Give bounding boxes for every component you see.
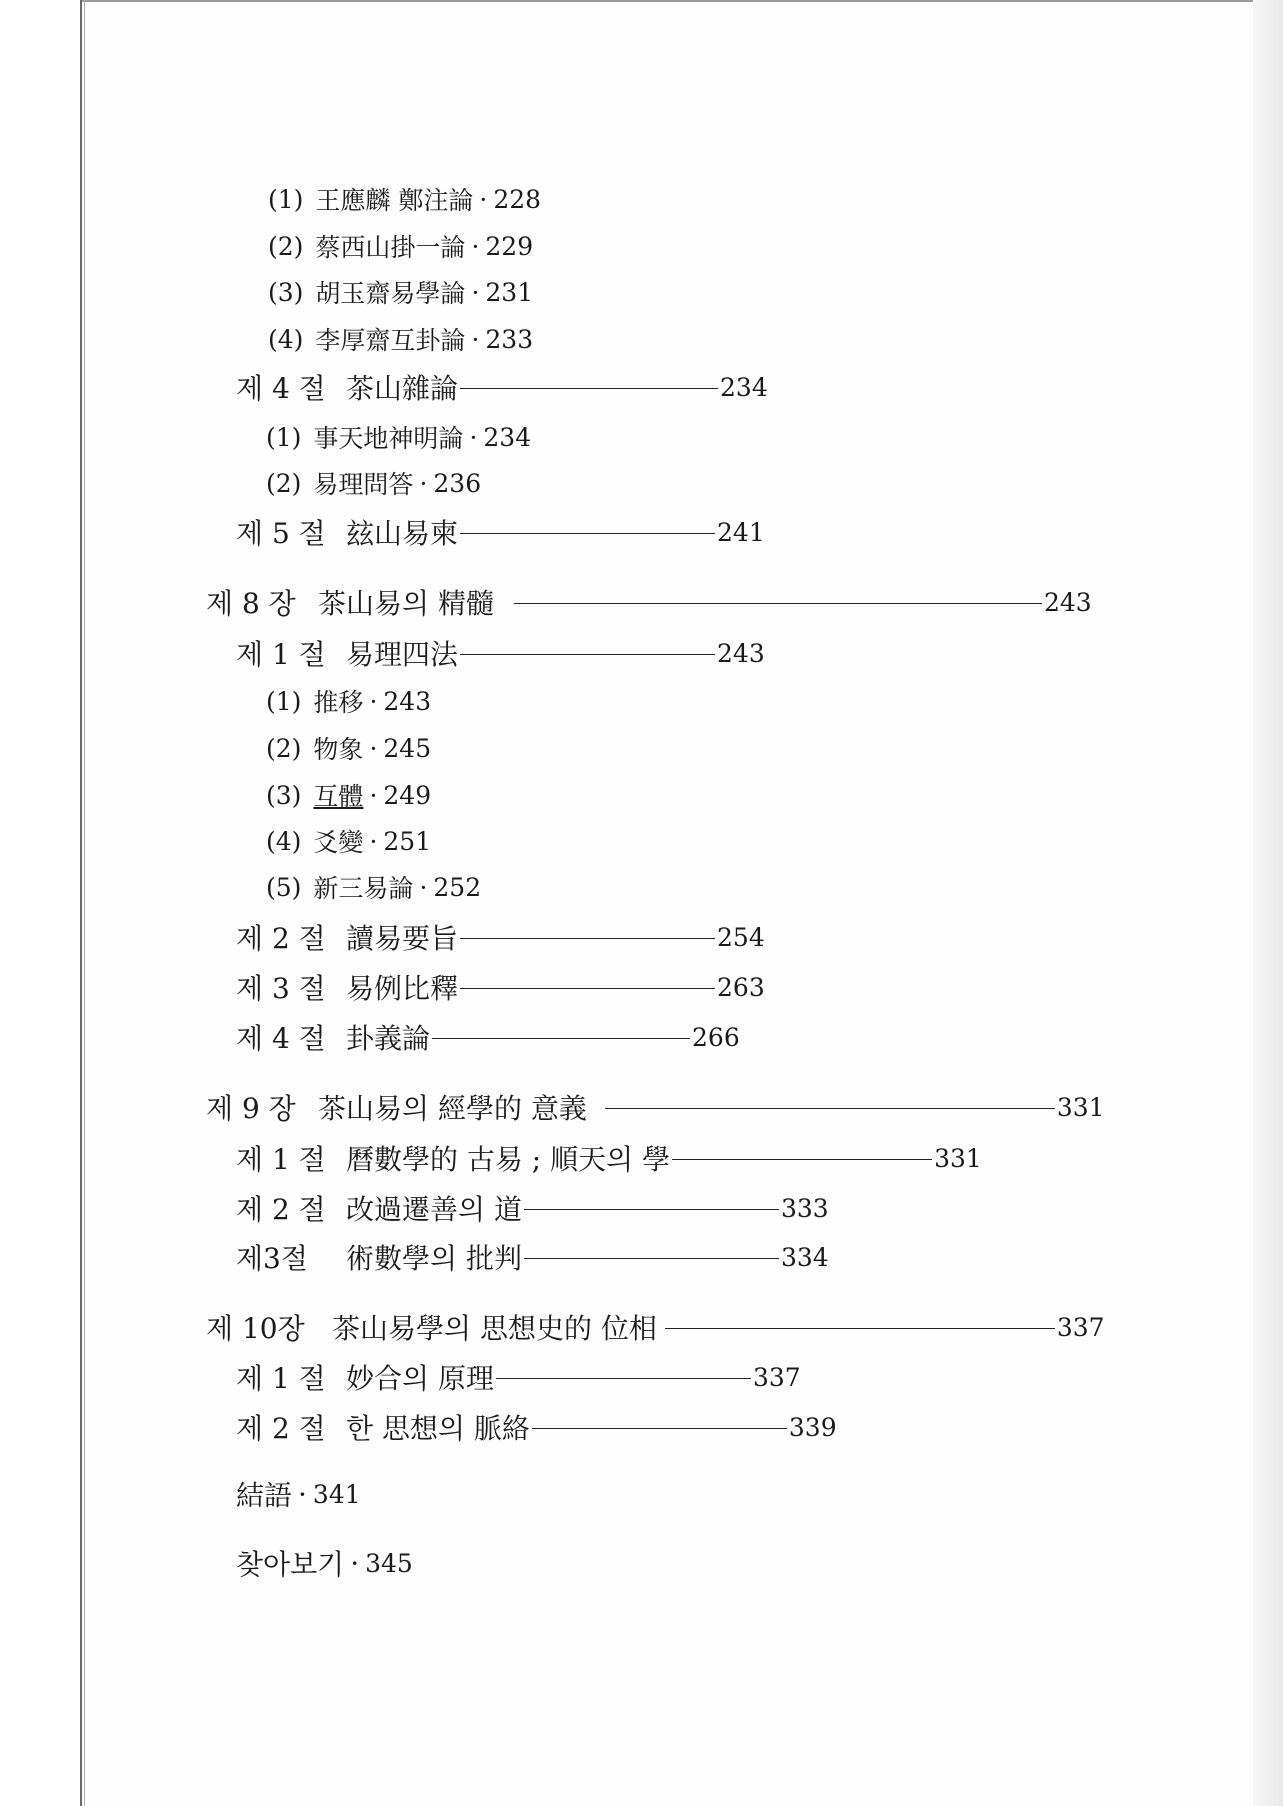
page-number: 251 (383, 826, 432, 856)
section-label: 제 1 절 (236, 1143, 326, 1176)
separator-dot: · (479, 184, 488, 214)
toc-section (236, 967, 765, 1007)
section-label: 제3절 (236, 1242, 308, 1275)
toc-subitem (268, 319, 533, 359)
separator-dot: · (369, 686, 378, 716)
leader-line (432, 1038, 690, 1039)
page-number: 243 (1043, 587, 1092, 617)
page-number: 249 (383, 780, 432, 810)
item-title: 物象 (313, 735, 364, 764)
endmatter-title: 結語 (236, 1479, 293, 1512)
section-label: 제 1 절 (236, 638, 326, 671)
item-title: 胡玉齋易學論 (315, 279, 466, 308)
section-title: 曆數學的 古易 ; 順天의 學 (346, 1143, 671, 1176)
section-label: 제 1 절 (236, 1362, 326, 1395)
section-title: 易理四法 (346, 638, 459, 671)
leader-line (672, 1159, 932, 1160)
leader-line (665, 1328, 1055, 1329)
item-number: (1) (266, 422, 302, 452)
page-number: 341 (312, 1479, 361, 1509)
item-number: (2) (268, 231, 304, 261)
item-number: (3) (266, 780, 302, 810)
toc-endmatter (236, 1543, 413, 1583)
item-title: 事天地神明論 (313, 424, 464, 453)
binding-edge-rule (80, 0, 82, 1806)
toc-chapter (206, 1307, 1105, 1347)
item-title: 王應麟 鄭注論 (315, 186, 474, 215)
toc-section (236, 633, 765, 673)
toc-section (236, 1407, 837, 1447)
toc-subitem (268, 272, 533, 312)
top-edge-rule (80, 0, 1283, 2)
page-number: 234 (483, 422, 532, 452)
separator-dot: · (419, 872, 428, 902)
section-label: 제 2 절 (236, 922, 326, 955)
toc-page (80, 0, 1283, 1806)
item-number: (4) (266, 826, 302, 856)
toc-section (236, 1138, 982, 1178)
page-number: 233 (485, 324, 534, 354)
toc-subitem (266, 681, 431, 721)
toc-section (236, 1357, 801, 1397)
section-title: 讀易要旨 (346, 922, 459, 955)
section-title: 妙合의 原理 (346, 1362, 494, 1395)
page-number: 345 (365, 1548, 413, 1578)
section-title: 易例比釋 (346, 972, 459, 1005)
separator-dot: · (471, 277, 480, 307)
item-number: (2) (266, 733, 302, 763)
item-number: (4) (268, 324, 304, 354)
page-number: 228 (493, 184, 542, 214)
section-label: 제 4 절 (236, 1022, 326, 1055)
item-title: 易理問答 (313, 470, 414, 499)
page-number: 245 (383, 733, 432, 763)
page-number: 236 (433, 468, 482, 498)
page-number: 337 (1056, 1312, 1105, 1342)
section-title: 茶山雜論 (346, 372, 459, 405)
separator-dot: · (419, 468, 428, 498)
toc-section (236, 917, 765, 957)
page-edge-shadow (1253, 0, 1283, 1806)
toc-section (236, 1188, 829, 1228)
item-number: (1) (268, 184, 304, 214)
section-label: 제 5 절 (236, 517, 326, 550)
separator-dot: · (471, 231, 480, 261)
leader-line (460, 388, 718, 389)
page-number: 331 (934, 1143, 982, 1173)
section-label: 제 4 절 (236, 372, 326, 405)
toc-subitem (266, 728, 431, 768)
page-number: 241 (717, 517, 765, 547)
item-title: 新三易論 (313, 874, 414, 903)
page-number: 231 (485, 277, 534, 307)
section-title: 卦義論 (346, 1022, 431, 1055)
page-number: 234 (720, 372, 768, 402)
toc-endmatter (236, 1474, 361, 1514)
separator-dot: · (350, 1546, 360, 1580)
toc-section (236, 367, 768, 407)
page-number: 333 (780, 1193, 829, 1223)
toc-section (236, 1017, 740, 1057)
item-title: 爻變 (313, 828, 364, 857)
binding-edge-rule-inner (84, 0, 85, 1806)
separator-dot: · (369, 780, 378, 810)
section-title: 한 思想의 脈絡 (346, 1412, 530, 1445)
toc-subitem (266, 463, 481, 503)
section-label: 제 2 절 (236, 1412, 326, 1445)
page-number: 339 (788, 1412, 837, 1442)
section-title: 玆山易柬 (346, 517, 459, 550)
leader-line (460, 654, 715, 655)
leader-line (514, 603, 1042, 604)
toc-chapter (206, 1087, 1105, 1127)
chapter-title: 茶山易의 經學的 意義 (318, 1092, 587, 1125)
item-number: (3) (268, 277, 304, 307)
item-number: (5) (266, 872, 302, 902)
separator-dot: · (471, 324, 480, 354)
page-number: 252 (433, 872, 482, 902)
item-number: (2) (266, 468, 302, 498)
page-number: 331 (1056, 1092, 1105, 1122)
section-label: 제 2 절 (236, 1193, 326, 1226)
toc-subitem (266, 867, 481, 907)
page-number: 334 (780, 1242, 829, 1272)
chapter-label: 제 10장 (206, 1312, 305, 1345)
chapter-title: 茶山易의 精髓 (318, 587, 494, 620)
page-number: 254 (717, 922, 765, 952)
page-number: 243 (717, 638, 765, 668)
item-title: 推移 (313, 688, 364, 717)
item-title: 李厚齋互卦論 (315, 326, 466, 355)
page-number: 243 (383, 686, 432, 716)
item-title: 蔡西山掛一論 (315, 233, 466, 262)
toc-subitem (268, 179, 541, 219)
leader-line (460, 988, 715, 989)
toc-section (236, 512, 765, 552)
chapter-label: 제 9 장 (206, 1092, 296, 1125)
toc-section (236, 1237, 829, 1277)
separator-dot: · (469, 422, 478, 452)
toc-subitem (268, 226, 533, 266)
page-number: 229 (485, 231, 534, 261)
leader-line (532, 1428, 787, 1429)
page-number: 266 (692, 1022, 740, 1052)
leader-line (605, 1108, 1055, 1109)
section-label: 제 3 절 (236, 972, 326, 1005)
leader-line (524, 1258, 779, 1259)
chapter-label: 제 8 장 (206, 587, 296, 620)
leader-line (460, 533, 715, 534)
separator-dot: · (298, 1477, 307, 1511)
page-number: 337 (752, 1362, 801, 1392)
section-title: 改過遷善의 道 (346, 1193, 522, 1226)
toc-subitem (266, 417, 531, 457)
toc-chapter (206, 582, 1092, 622)
leader-line (496, 1378, 751, 1379)
leader-line (524, 1209, 779, 1210)
toc-subitem (266, 821, 431, 861)
toc-subitem (266, 775, 431, 815)
item-title: 互體 (313, 782, 364, 811)
item-number: (1) (266, 686, 302, 716)
endmatter-title: 찾아보기 (236, 1548, 345, 1581)
leader-line (460, 938, 715, 939)
separator-dot: · (369, 733, 378, 763)
chapter-title: 茶山易學의 思想史的 位相 (332, 1312, 657, 1345)
separator-dot: · (369, 826, 378, 856)
section-title: 術數學의 批判 (346, 1242, 522, 1275)
page-number: 263 (717, 972, 765, 1002)
page-margin (0, 0, 80, 1806)
